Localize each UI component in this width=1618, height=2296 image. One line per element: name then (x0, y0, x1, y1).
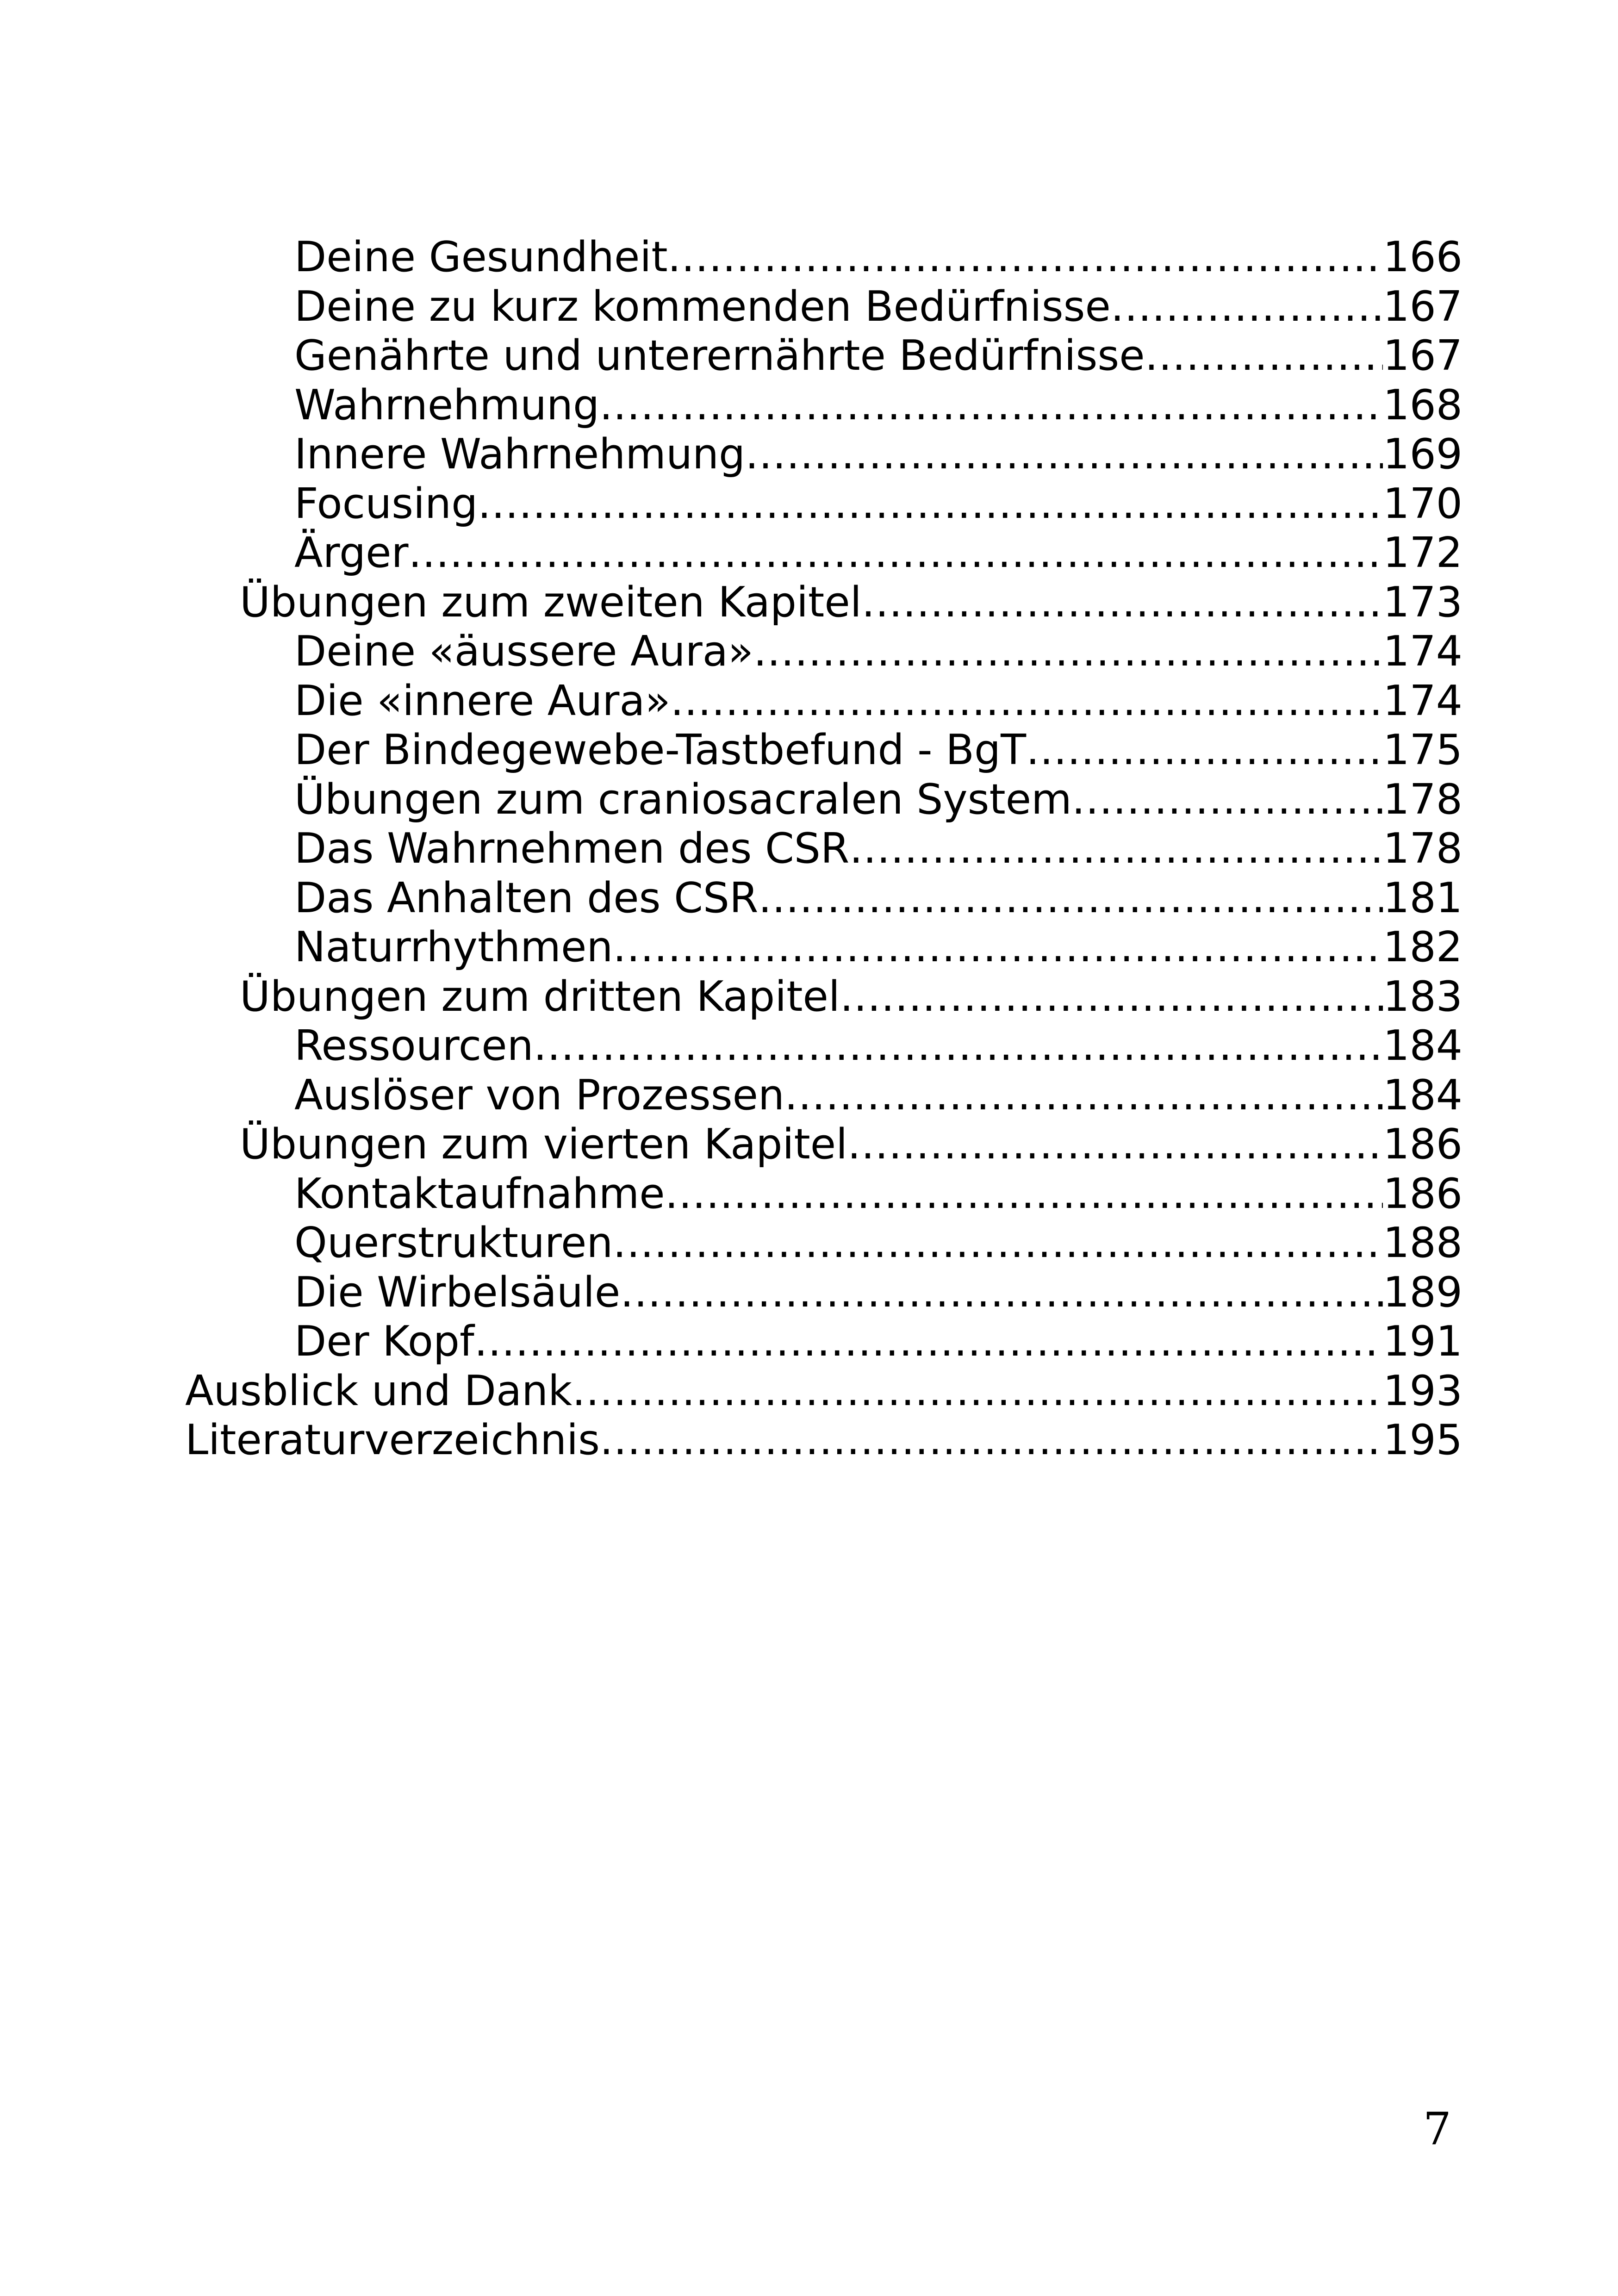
toc-entry-page: 170 (1383, 479, 1462, 528)
toc-entry[interactable] (185, 677, 1462, 726)
toc-entry[interactable] (185, 726, 1462, 775)
toc-entry[interactable] (185, 381, 1462, 430)
toc-entry-page: 184 (1383, 1021, 1462, 1070)
toc-entry[interactable] (185, 1416, 1462, 1465)
toc-entry[interactable] (185, 775, 1462, 825)
toc-entry-title: Das Anhalten des CSR (294, 873, 759, 922)
toc-entry-page: 186 (1383, 1169, 1462, 1218)
toc-entry-page: 169 (1383, 430, 1462, 479)
toc-entry-page: 186 (1383, 1120, 1462, 1169)
toc-entry-title: Das Wahrnehmen des CSR (294, 824, 850, 873)
toc-entry[interactable] (185, 1219, 1462, 1268)
toc-dot-leader (840, 972, 1383, 1022)
toc-entry-page: 166 (1383, 233, 1462, 281)
toc-entry-title: Übungen zum vierten Kapitel (240, 1120, 848, 1169)
toc-entry-title: Deine zu kurz kommenden Bedürfnisse (294, 282, 1111, 331)
toc-dot-leader (1145, 331, 1383, 381)
toc-entry[interactable] (185, 1170, 1462, 1219)
toc-dot-leader (1111, 282, 1383, 332)
toc-entry-page: 188 (1383, 1219, 1462, 1267)
toc-entry-title: Der Bindegewebe-Tastbefund - BgT (294, 726, 1027, 774)
toc-dot-leader (849, 824, 1383, 874)
toc-entry-title: Ärger (294, 529, 409, 577)
toc-entry-title: Übungen zum dritten Kapitel (240, 972, 840, 1021)
toc-entry[interactable] (185, 627, 1462, 677)
table-of-contents (185, 233, 1462, 1465)
toc-dot-leader (474, 1317, 1383, 1367)
toc-entry[interactable] (185, 529, 1462, 578)
toc-entry-page: 167 (1383, 282, 1462, 331)
toc-entry-page: 178 (1383, 775, 1462, 824)
toc-entry-page: 195 (1383, 1416, 1462, 1464)
toc-entry[interactable] (185, 282, 1462, 332)
toc-entry-page: 167 (1383, 331, 1462, 380)
toc-entry-page: 181 (1383, 873, 1462, 922)
toc-entry-title: Auslöser von Prozessen (294, 1070, 784, 1120)
toc-dot-leader (572, 1367, 1383, 1416)
toc-entry[interactable] (185, 1367, 1462, 1416)
toc-dot-leader (613, 1219, 1383, 1268)
toc-entry-title: Die Wirbelsäule (294, 1268, 621, 1317)
toc-dot-leader (600, 1416, 1383, 1465)
toc-entry[interactable] (185, 430, 1462, 479)
toc-dot-leader (620, 1268, 1383, 1318)
toc-entry-title: Ausblick und Dank (185, 1366, 573, 1415)
toc-entry[interactable] (185, 923, 1462, 972)
toc-entry-page: 189 (1383, 1268, 1462, 1317)
toc-entry[interactable] (185, 578, 1462, 628)
toc-entry-page: 174 (1383, 627, 1462, 676)
toc-entry-page: 173 (1383, 578, 1462, 627)
toc-entry-title: Der Kopf (294, 1317, 474, 1366)
toc-dot-leader (1026, 726, 1383, 775)
toc-entry-title: Ressourcen (294, 1021, 534, 1070)
toc-entry-page: 193 (1383, 1366, 1462, 1415)
toc-entry-title: Innere Wahrnehmung (294, 430, 746, 479)
toc-entry-title: Die «innere Aura» (294, 676, 671, 725)
toc-dot-leader (668, 233, 1383, 282)
toc-entry-title: Querstrukturen (294, 1219, 613, 1267)
toc-dot-leader (862, 578, 1383, 628)
toc-entry[interactable] (185, 824, 1462, 874)
toc-entry-title: Deine «äussere Aura» (294, 627, 753, 676)
toc-entry[interactable] (185, 233, 1462, 282)
toc-entry-title: Wahrnehmung (294, 380, 600, 429)
toc-entry-title: Literaturverzeichnis (185, 1416, 600, 1464)
toc-dot-leader (534, 1021, 1383, 1071)
toc-entry[interactable] (185, 874, 1462, 923)
toc-dot-leader (753, 627, 1383, 677)
toc-entry[interactable] (185, 1268, 1462, 1318)
toc-dot-leader (671, 677, 1383, 726)
toc-entry-page: 178 (1383, 824, 1462, 873)
toc-entry-title: Deine Gesundheit (294, 233, 668, 281)
toc-entry[interactable] (185, 972, 1462, 1022)
toc-entry-page: 184 (1383, 1070, 1462, 1120)
toc-entry-title: Naturrhythmen (294, 923, 613, 971)
toc-dot-leader (665, 1170, 1383, 1219)
toc-entry[interactable] (185, 1120, 1462, 1170)
toc-entry-page: 174 (1383, 676, 1462, 725)
toc-entry[interactable] (185, 1071, 1462, 1120)
toc-entry-page: 191 (1383, 1317, 1462, 1366)
toc-entry-page: 168 (1383, 380, 1462, 429)
toc-dot-leader (745, 430, 1383, 479)
toc-dot-leader (784, 1071, 1383, 1120)
toc-entry-title: Kontaktaufnahme (294, 1169, 665, 1218)
toc-entry-page: 182 (1383, 923, 1462, 971)
toc-dot-leader (847, 1120, 1383, 1170)
toc-entry[interactable] (185, 1317, 1462, 1367)
toc-dot-leader (759, 874, 1383, 923)
toc-dot-leader (613, 923, 1383, 972)
toc-entry-title: Übungen zum craniosacralen System (294, 775, 1072, 824)
toc-dot-leader (1072, 775, 1383, 825)
toc-entry-title: Übungen zum zweiten Kapitel (240, 578, 862, 627)
toc-entry-title: Genährte und unterernährte Bedürfnisse (294, 331, 1145, 380)
toc-entry[interactable] (185, 479, 1462, 529)
toc-entry-page: 183 (1383, 972, 1462, 1021)
toc-entry-title: Focusing (294, 479, 478, 528)
toc-entry-page: 175 (1383, 726, 1462, 774)
toc-dot-leader (409, 529, 1383, 578)
toc-entry[interactable] (185, 331, 1462, 381)
page-number: 7 (1423, 2103, 1451, 2155)
toc-entry[interactable] (185, 1021, 1462, 1071)
toc-dot-leader (599, 381, 1383, 430)
toc-entry-page: 172 (1383, 529, 1462, 577)
toc-dot-leader (478, 479, 1383, 529)
